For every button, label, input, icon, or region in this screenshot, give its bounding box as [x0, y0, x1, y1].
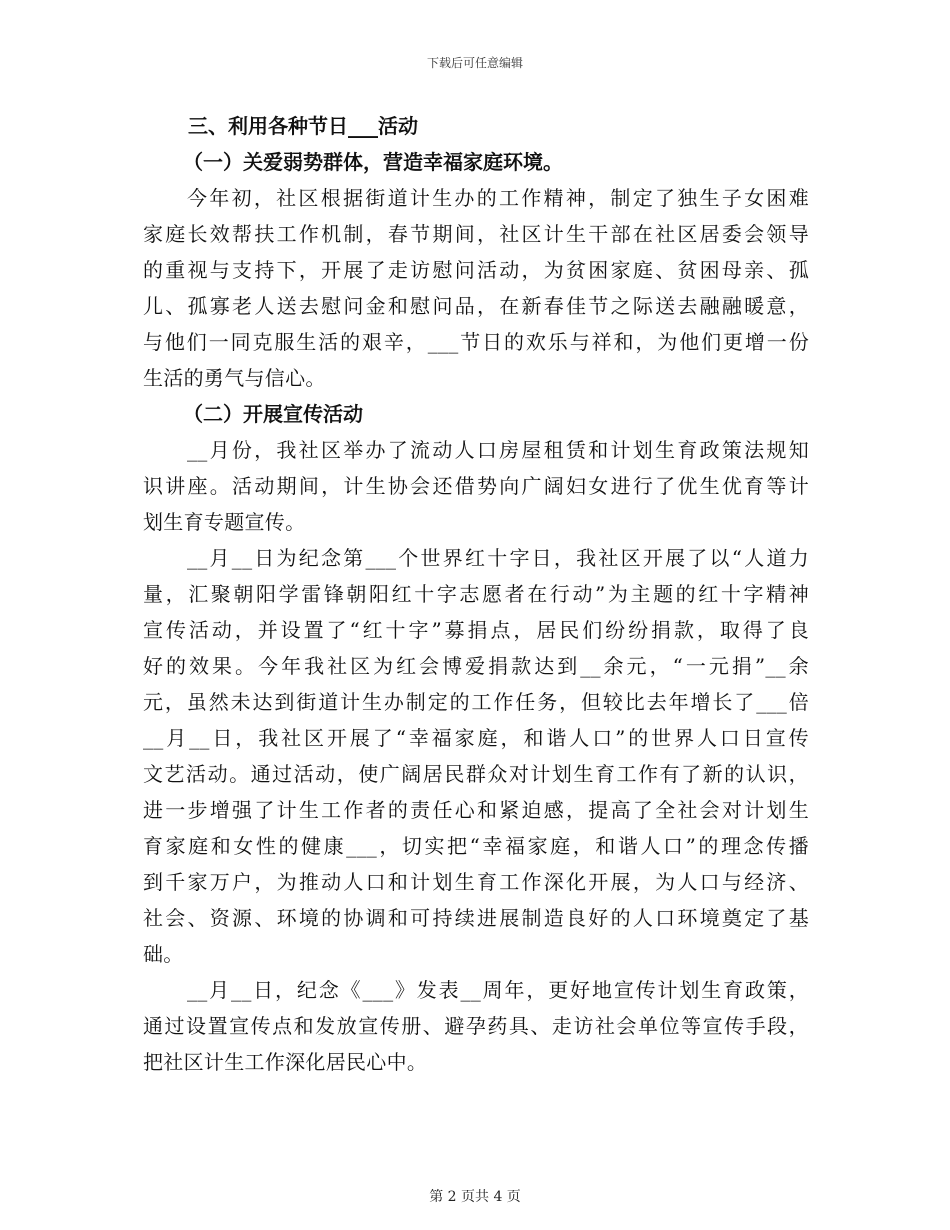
text-line: 宣传活动，并设置了“红十字”募捐点，居民们纷纷捐款，取得了良 [143, 618, 809, 642]
section-heading: 三、利用各种节日___活动 [188, 114, 418, 138]
text-line: 础。 [143, 942, 184, 966]
text-line: 今年初，社区根据街道计生办的工作精神，制定了独生子女困难 [187, 186, 809, 210]
text-line: 家庭长效帮扶工作机制，春节期间，社区计生干部在社区居委会领导 [143, 222, 809, 246]
text-line: 到千家万户，为推动人口和计划生育工作深化开展，为人口与经济、 [143, 870, 809, 894]
text-line: 进一步增强了计生工作者的责任心和紧迫感，提高了全社会对计划生 [143, 798, 809, 822]
text-line: 划生育专题宣传。 [143, 510, 306, 534]
text-line: 与他们一同克服生活的艰辛，___节日的欢乐与祥和，为他们更增一份 [143, 330, 809, 354]
text-line: __月__日为纪念第___个世界红十字日，我社区开展了以“人道力 [187, 546, 809, 570]
text-line: 把社区计生工作深化居民心中。 [143, 1050, 428, 1074]
text-line: __月__日，我社区开展了“幸福家庭，和谐人口”的世界人口日宣传 [143, 726, 809, 750]
text-line: 通过设置宣传点和发放宣传册、避孕药具、走访社会单位等宣传手段， [143, 1014, 809, 1038]
text-line: 元，虽然未达到街道计生办制定的工作任务，但较比去年增长了___倍 [143, 690, 809, 714]
text-line: __月__日，纪念《___》发表__周年，更好地宣传计划生育政策， [187, 978, 809, 1002]
text-line: 量，汇聚朝阳学雷锋朝阳红十字志愿者在行动”为主题的红十字精神 [143, 582, 809, 606]
text-line: 好的效果。今年我社区为红会博爱捐款达到__余元，“一元捐”__余 [143, 654, 809, 678]
subsection-heading-1: （一）关爱弱势群体，营造幸福家庭环境。 [183, 150, 563, 174]
text-line: __月份，我社区举办了流动人口房屋租赁和计划生育政策法规知 [187, 438, 809, 462]
paragraph-anniversary [143, 972, 809, 1080]
document-body [143, 108, 809, 1080]
text-line: 育家庭和女性的健康___，切实把“幸福家庭，和谐人口”的理念传播 [143, 834, 809, 858]
text-line: 识讲座。活动期间，计生协会还借势向广阔妇女进行了优生优育等计 [143, 474, 809, 498]
text-line: 社会、资源、环境的协调和可持续进展制造良好的人口环境奠定了基 [143, 906, 809, 930]
subsection-heading-2: （二）开展宣传活动 [183, 402, 363, 426]
text-line: 生活的勇气与信心。 [143, 366, 326, 390]
text-line: 文艺活动。通过活动，使广阔居民群众对计划生育工作有了新的认识， [143, 762, 809, 786]
paragraph-lecture [143, 432, 809, 540]
text-line: 儿、孤寡老人送去慰问金和慰问品，在新春佳节之际送去融融暖意， [143, 294, 809, 318]
page-header: 下载后可任意编辑 [426, 56, 523, 70]
text-line: 的重视与支持下，开展了走访慰问活动，为贫困家庭、贫困母亲、孤 [143, 258, 809, 282]
page-footer: 第 2 页共 4 页 [429, 1189, 521, 1205]
paragraph-care [143, 180, 809, 396]
paragraph-red-cross [143, 540, 809, 972]
